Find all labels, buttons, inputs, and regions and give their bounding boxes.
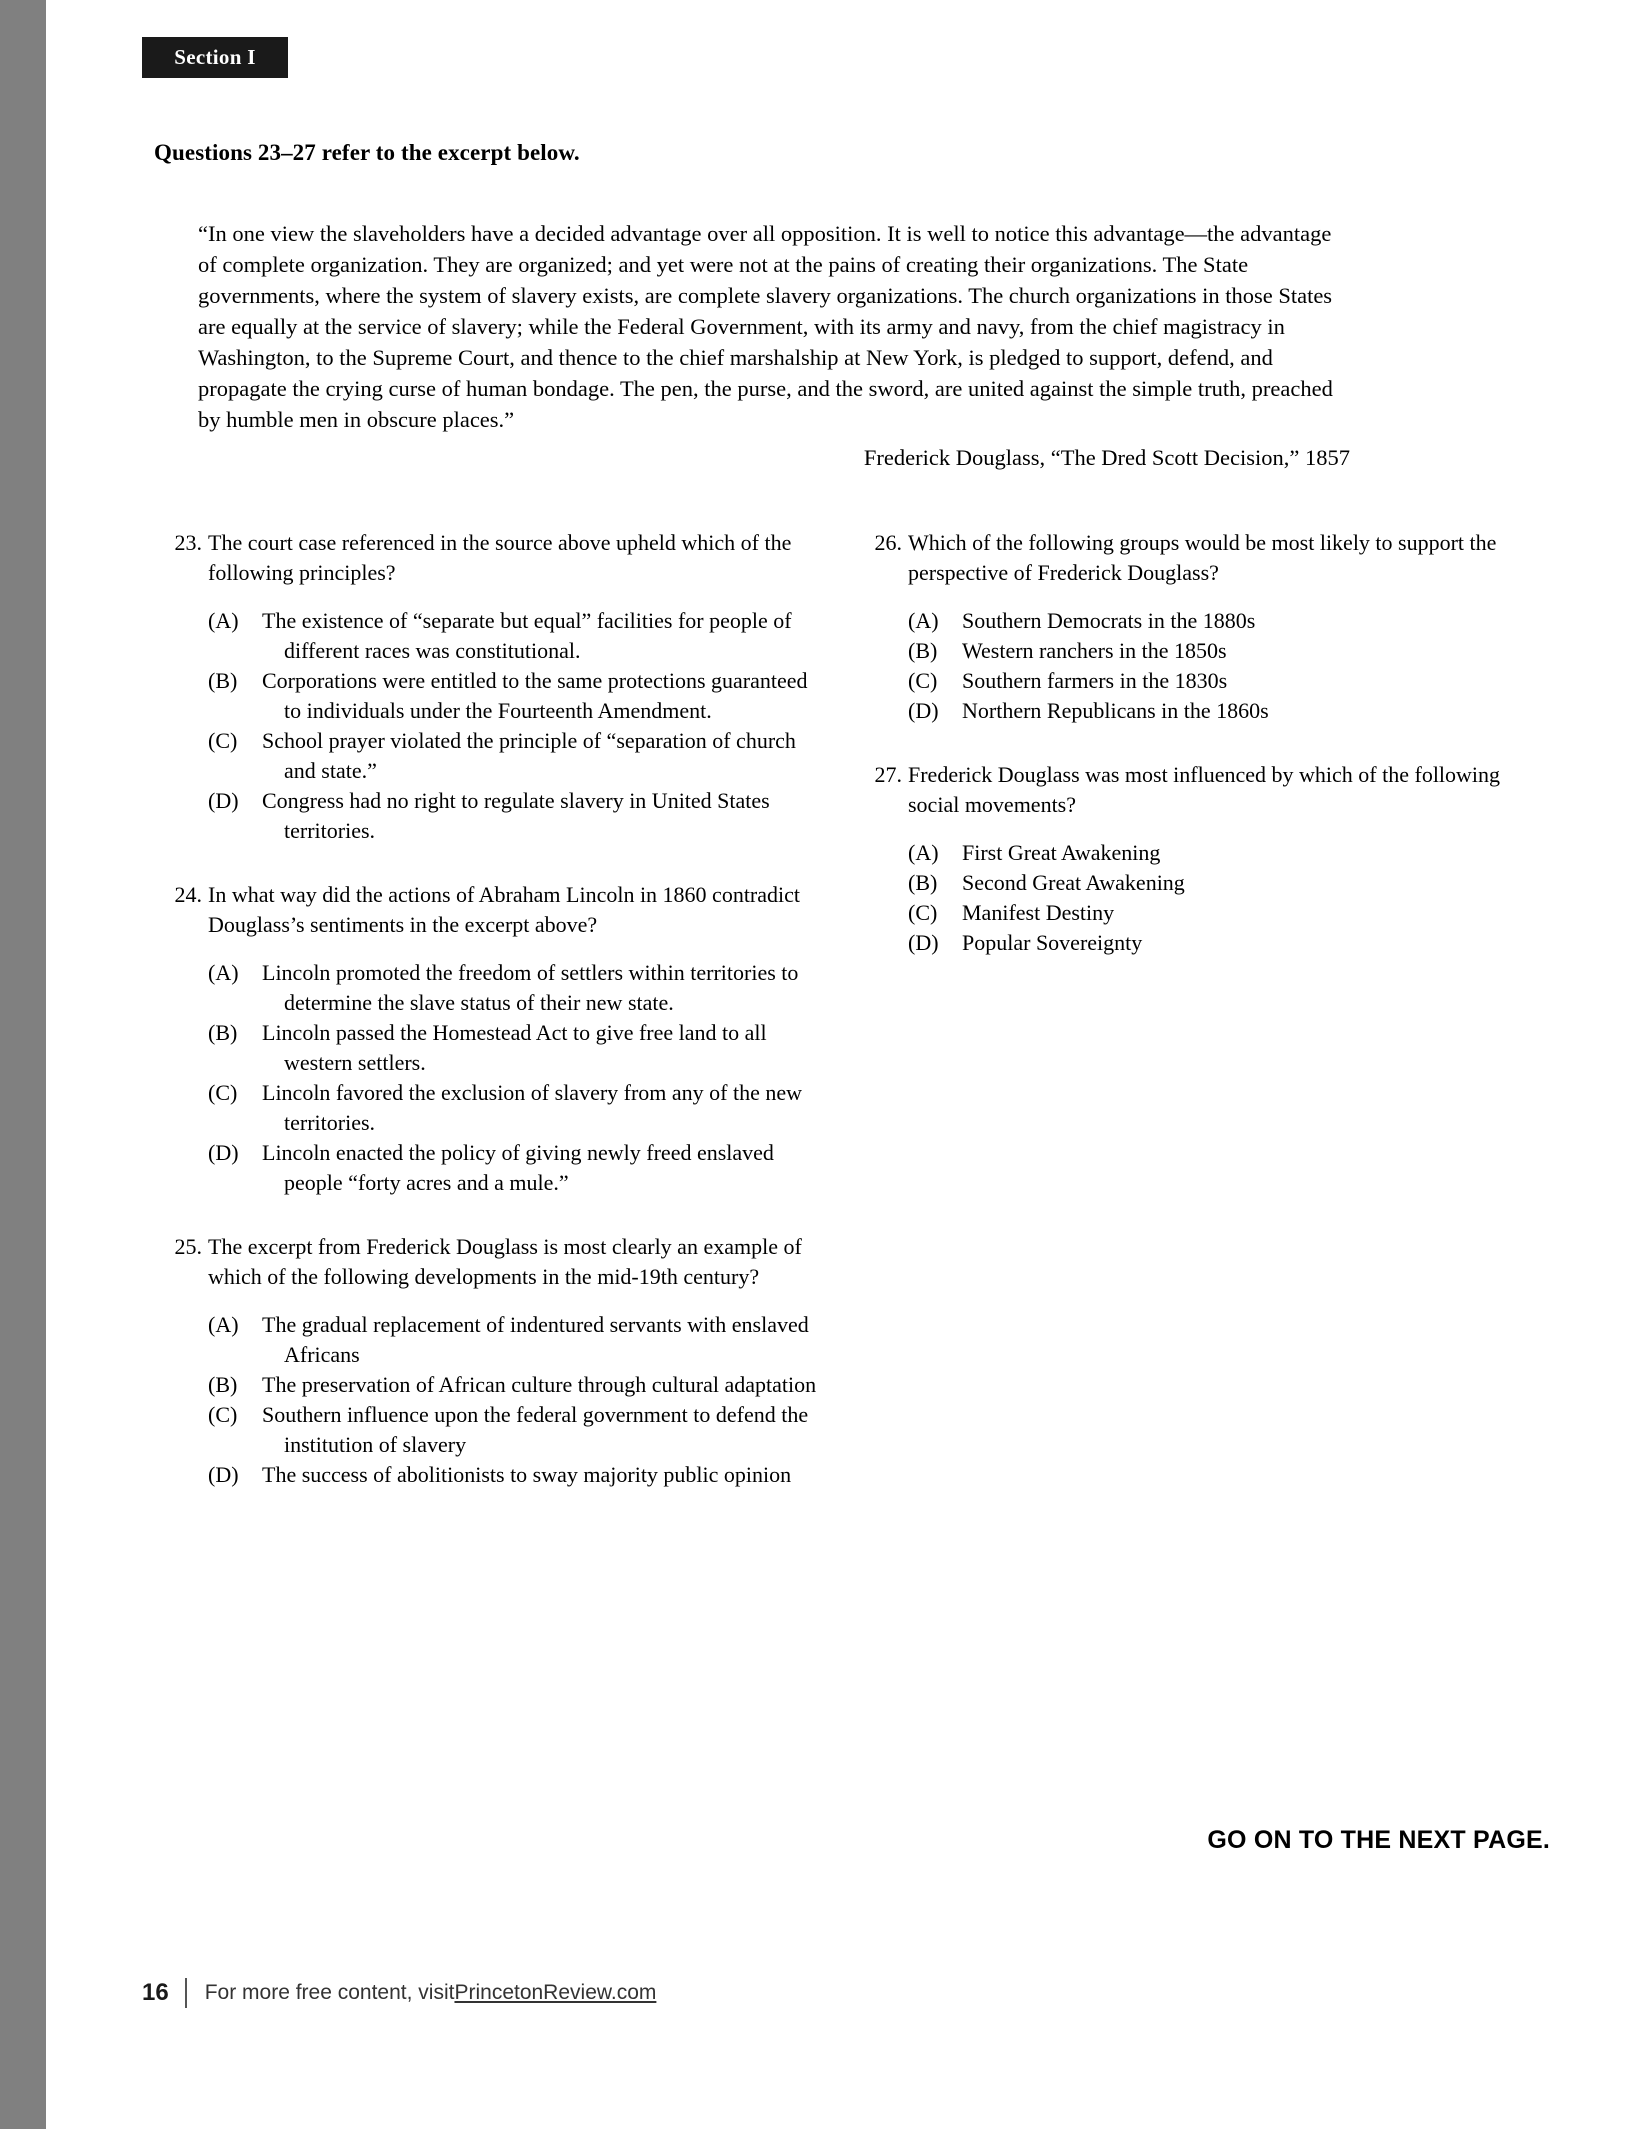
question-stem xyxy=(864,760,1524,820)
choice-label: (C) xyxy=(208,728,238,753)
choice-option[interactable] xyxy=(908,696,1524,726)
choice-text: Second Great Awakening xyxy=(962,870,1185,895)
choice-text: Popular Sovereignty xyxy=(962,930,1143,955)
question-stem xyxy=(164,1232,824,1292)
choice-option[interactable] xyxy=(208,606,824,666)
choice-text: Northern Republicans in the 1860s xyxy=(962,698,1269,723)
choice-label: (D) xyxy=(908,698,939,723)
choice-label: (A) xyxy=(908,608,939,633)
choice-option[interactable] xyxy=(208,1138,824,1198)
choice-option[interactable] xyxy=(208,1370,824,1400)
choice-option[interactable] xyxy=(208,786,824,846)
choice-label: (C) xyxy=(908,668,938,693)
choice-label: (A) xyxy=(908,840,939,865)
choice-option[interactable] xyxy=(208,1400,824,1460)
choice-label: (D) xyxy=(908,930,939,955)
footer-text: For more free content, visit xyxy=(204,1981,455,2004)
choice-label: (B) xyxy=(208,1020,238,1045)
choice-label: (C) xyxy=(908,900,938,925)
question-23 xyxy=(164,528,824,846)
question-stem xyxy=(864,528,1524,588)
page-footer xyxy=(142,1978,656,2008)
choice-option[interactable] xyxy=(208,666,824,726)
footer-link[interactable]: PrincetonReview.com xyxy=(454,1981,657,2004)
question-stem-text: In what way did the actions of Abraham Lincoln in 1860 contradict Douglass’s sentiments in the excerpt above? xyxy=(208,882,801,937)
choice-option[interactable] xyxy=(908,606,1524,636)
page-sheet xyxy=(46,0,1640,2129)
question-26 xyxy=(864,528,1524,726)
question-stem-text: Which of the following groups would be most likely to support the perspective of Frederick Douglass? xyxy=(908,530,1497,585)
choice-text: The preservation of African culture through cultural adaptation xyxy=(262,1372,817,1397)
excerpt-block xyxy=(198,218,1350,435)
choice-label: (B) xyxy=(908,870,938,895)
question-columns xyxy=(46,528,1640,1728)
choice-label: (B) xyxy=(208,668,238,693)
choice-option[interactable] xyxy=(908,636,1524,666)
question-24 xyxy=(164,880,824,1198)
question-number: 25. xyxy=(174,1234,202,1259)
question-number: 23. xyxy=(174,530,202,555)
choice-option[interactable] xyxy=(908,898,1524,928)
choice-text: Corporations were entitled to the same protections guaranteed to individuals under the Fourteenth Amendment. xyxy=(262,668,808,723)
choice-text: Lincoln promoted the freedom of settlers within territories to determine the slave status of their new state. xyxy=(262,960,799,1015)
go-on-notice: GO ON TO THE NEXT PAGE. xyxy=(1207,1826,1550,1854)
choice-label: (B) xyxy=(908,638,938,663)
choice-option[interactable] xyxy=(908,666,1524,696)
choice-text: The existence of “separate but equal” facilities for people of different races was constitutional. xyxy=(262,608,792,663)
choice-text: Lincoln passed the Homestead Act to give free land to all western settlers. xyxy=(262,1020,767,1075)
question-stem-text: Frederick Douglass was most influenced by which of the following social movements? xyxy=(908,762,1501,817)
choice-option[interactable] xyxy=(208,1460,824,1490)
choice-option[interactable] xyxy=(208,726,824,786)
choice-label: (A) xyxy=(208,960,239,985)
choice-option[interactable] xyxy=(208,1018,824,1078)
question-stem-text: The court case referenced in the source above upheld which of the following principles? xyxy=(208,530,792,585)
choice-label: (D) xyxy=(208,1140,239,1165)
choice-list xyxy=(164,1310,824,1490)
choice-label: (D) xyxy=(208,788,239,813)
choice-list xyxy=(864,606,1524,726)
choice-text: School prayer violated the principle of “separation of church and state.” xyxy=(262,728,796,783)
choice-label: (B) xyxy=(208,1372,238,1397)
questions-heading: Questions 23–27 refer to the excerpt below. xyxy=(154,140,580,165)
choice-list xyxy=(864,838,1524,958)
question-stem xyxy=(164,880,824,940)
choice-text: Manifest Destiny xyxy=(962,900,1115,925)
choice-text: Western ranchers in the 1850s xyxy=(962,638,1227,663)
choice-option[interactable] xyxy=(908,928,1524,958)
choice-option[interactable] xyxy=(908,838,1524,868)
question-stem xyxy=(164,528,824,588)
choice-list xyxy=(164,606,824,846)
choice-text: Lincoln favored the exclusion of slavery from any of the new territories. xyxy=(262,1080,803,1135)
question-column-left xyxy=(164,528,824,1524)
question-stem-text: The excerpt from Frederick Douglass is most clearly an example of which of the following developments in the mid-19th century? xyxy=(208,1234,802,1289)
choice-option[interactable] xyxy=(908,868,1524,898)
choice-option[interactable] xyxy=(208,1310,824,1370)
choice-option[interactable] xyxy=(208,958,824,1018)
question-number: 24. xyxy=(174,882,202,907)
excerpt-text: “In one view the slaveholders have a decided advantage over all opposition. It is well to notice this advantage—the advantage of complete organization. They are organized; and yet were not at the pains of creating their organizations. The State governments, where the system of slavery exists, are complete slavery organizations. The church organizations in those States are equally at the service of slavery; while the Federal Government, with its army and navy, from the chief magistracy in Washington, to the Supreme Court, and thence to the chief marshalship at New York, is pledged to support, defend, and propagate the crying curse of human bondage. The pen, the purse, and the sword, are united against the simple truth, preached by humble men in obscure places.” xyxy=(198,221,1333,432)
question-25 xyxy=(164,1232,824,1490)
footer-page-number: 16 xyxy=(142,1979,169,2006)
choice-text: Southern Democrats in the 1880s xyxy=(962,608,1256,633)
choice-text: Southern influence upon the federal government to defend the institution of slavery xyxy=(262,1402,809,1457)
question-number: 26. xyxy=(874,530,902,555)
choice-label: (D) xyxy=(208,1462,239,1487)
choice-text: Southern farmers in the 1830s xyxy=(962,668,1228,693)
choice-text: The success of abolitionists to sway majority public opinion xyxy=(262,1462,792,1487)
choice-label: (A) xyxy=(208,608,239,633)
choice-text: Congress had no right to regulate slavery in United States territories. xyxy=(262,788,770,843)
section-tag: Section I xyxy=(142,37,288,78)
question-number: 27. xyxy=(874,762,902,787)
choice-list xyxy=(164,958,824,1198)
question-27 xyxy=(864,760,1524,958)
excerpt-source-attribution: Frederick Douglass, “The Dred Scott Decision,” 1857 xyxy=(863,445,1350,470)
choice-label: (A) xyxy=(208,1312,239,1337)
choice-text: First Great Awakening xyxy=(962,840,1161,865)
choice-label: (C) xyxy=(208,1080,238,1105)
footer-divider xyxy=(185,1978,187,2008)
choice-text: Lincoln enacted the policy of giving newly freed enslaved people “forty acres and a mule.” xyxy=(262,1140,774,1195)
choice-text: The gradual replacement of indentured servants with enslaved Africans xyxy=(262,1312,809,1367)
choice-option[interactable] xyxy=(208,1078,824,1138)
choice-label: (C) xyxy=(208,1402,238,1427)
page-left-gray-bar xyxy=(0,0,46,2129)
question-column-right xyxy=(864,528,1524,992)
